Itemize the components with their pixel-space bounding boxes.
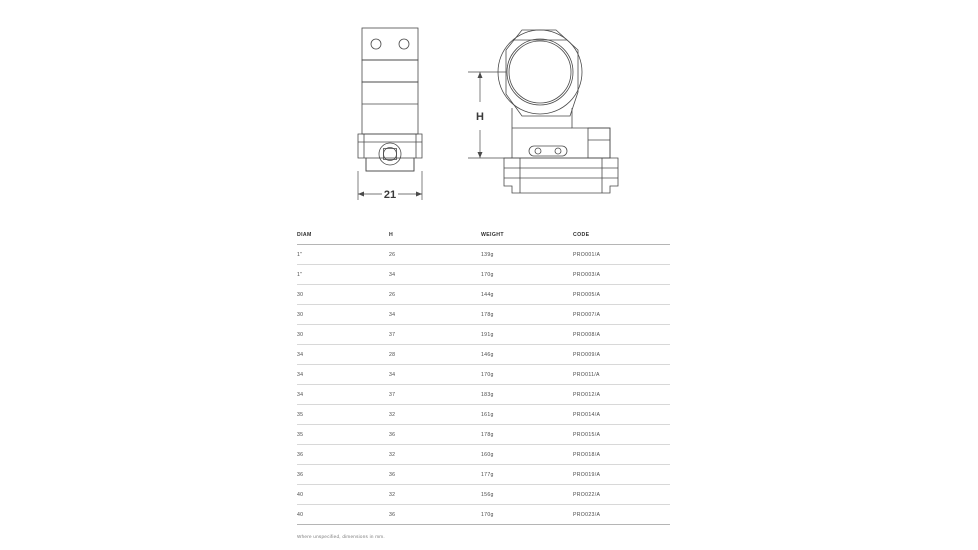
table-row	[297, 265, 670, 285]
table-cell: 28	[389, 345, 481, 365]
table-cell: 34	[389, 365, 481, 385]
table-cell: PRO008/A	[573, 325, 670, 345]
table-cell: 178g	[481, 425, 573, 445]
table-cell: 36	[297, 445, 389, 465]
column-header-h: H	[389, 232, 481, 245]
table-cell: 139g	[481, 245, 573, 265]
height-dimension-label: H	[476, 111, 484, 123]
width-dimension-label: 21	[383, 189, 397, 201]
table-cell: 26	[389, 285, 481, 305]
table-cell: 32	[389, 405, 481, 425]
table-row	[297, 245, 670, 265]
column-header-weight: WEIGHT	[481, 232, 573, 245]
table-cell: 170g	[481, 365, 573, 385]
table-row	[297, 305, 670, 325]
table-cell: 36	[297, 465, 389, 485]
table-row	[297, 465, 670, 485]
table-cell: PRO022/A	[573, 485, 670, 505]
table-cell: 35	[297, 405, 389, 425]
table-cell: 30	[297, 285, 389, 305]
table-cell: 34	[297, 385, 389, 405]
table-cell: PRO005/A	[573, 285, 670, 305]
table-row	[297, 285, 670, 305]
table-cell: PRO011/A	[573, 365, 670, 385]
table-cell: 34	[297, 345, 389, 365]
table-cell: 36	[389, 505, 481, 525]
table-cell: 40	[297, 505, 389, 525]
table-cell: PRO023/A	[573, 505, 670, 525]
table-cell: 32	[389, 485, 481, 505]
table-cell: 156g	[481, 485, 573, 505]
table-cell: 1"	[297, 265, 389, 285]
table-row	[297, 485, 670, 505]
table-row	[297, 405, 670, 425]
table-cell: 32	[389, 445, 481, 465]
table-cell: 30	[297, 305, 389, 325]
table-row	[297, 325, 670, 345]
table-cell: PRO009/A	[573, 345, 670, 365]
column-header-code: CODE	[573, 232, 670, 245]
table-cell: 177g	[481, 465, 573, 485]
technical-drawings-area	[0, 0, 978, 215]
table-cell: PRO001/A	[573, 245, 670, 265]
table-cell: 183g	[481, 385, 573, 405]
table-row	[297, 505, 670, 525]
footnote: Where unspecified, dimensions in mm.	[297, 534, 385, 539]
table-cell: 34	[389, 305, 481, 325]
column-header-diam: DIAM	[297, 232, 389, 245]
table-cell: PRO003/A	[573, 265, 670, 285]
table-cell: 144g	[481, 285, 573, 305]
table-header-row	[297, 232, 670, 245]
table-cell: 36	[389, 425, 481, 445]
specification-table	[297, 232, 670, 525]
table-cell: 37	[389, 325, 481, 345]
table-cell: 178g	[481, 305, 573, 325]
table-cell: 160g	[481, 445, 573, 465]
table-row	[297, 385, 670, 405]
table-row	[297, 365, 670, 385]
table-cell: PRO007/A	[573, 305, 670, 325]
table-cell: 34	[389, 265, 481, 285]
table-row	[297, 445, 670, 465]
table-cell: 26	[389, 245, 481, 265]
table-cell: 40	[297, 485, 389, 505]
table-cell: 36	[389, 465, 481, 485]
table-cell: PRO012/A	[573, 385, 670, 405]
table-cell: PRO014/A	[573, 405, 670, 425]
table-cell: 37	[389, 385, 481, 405]
table-cell: 161g	[481, 405, 573, 425]
table-cell: 146g	[481, 345, 573, 365]
table-cell: PRO015/A	[573, 425, 670, 445]
height-dimension-line	[468, 72, 512, 158]
table-row	[297, 425, 670, 445]
table-cell: 30	[297, 325, 389, 345]
table-cell: 170g	[481, 505, 573, 525]
table-cell: 191g	[481, 325, 573, 345]
table-cell: 170g	[481, 265, 573, 285]
table-row	[297, 345, 670, 365]
table-cell: PRO019/A	[573, 465, 670, 485]
table-body	[297, 245, 670, 525]
table-cell: 1"	[297, 245, 389, 265]
mount-front-view-drawing	[460, 8, 640, 208]
mount-side-view-drawing	[330, 8, 450, 208]
table-cell: 34	[297, 365, 389, 385]
table-cell: 35	[297, 425, 389, 445]
specification-table-wrapper	[297, 232, 670, 525]
table-cell: PRO018/A	[573, 445, 670, 465]
